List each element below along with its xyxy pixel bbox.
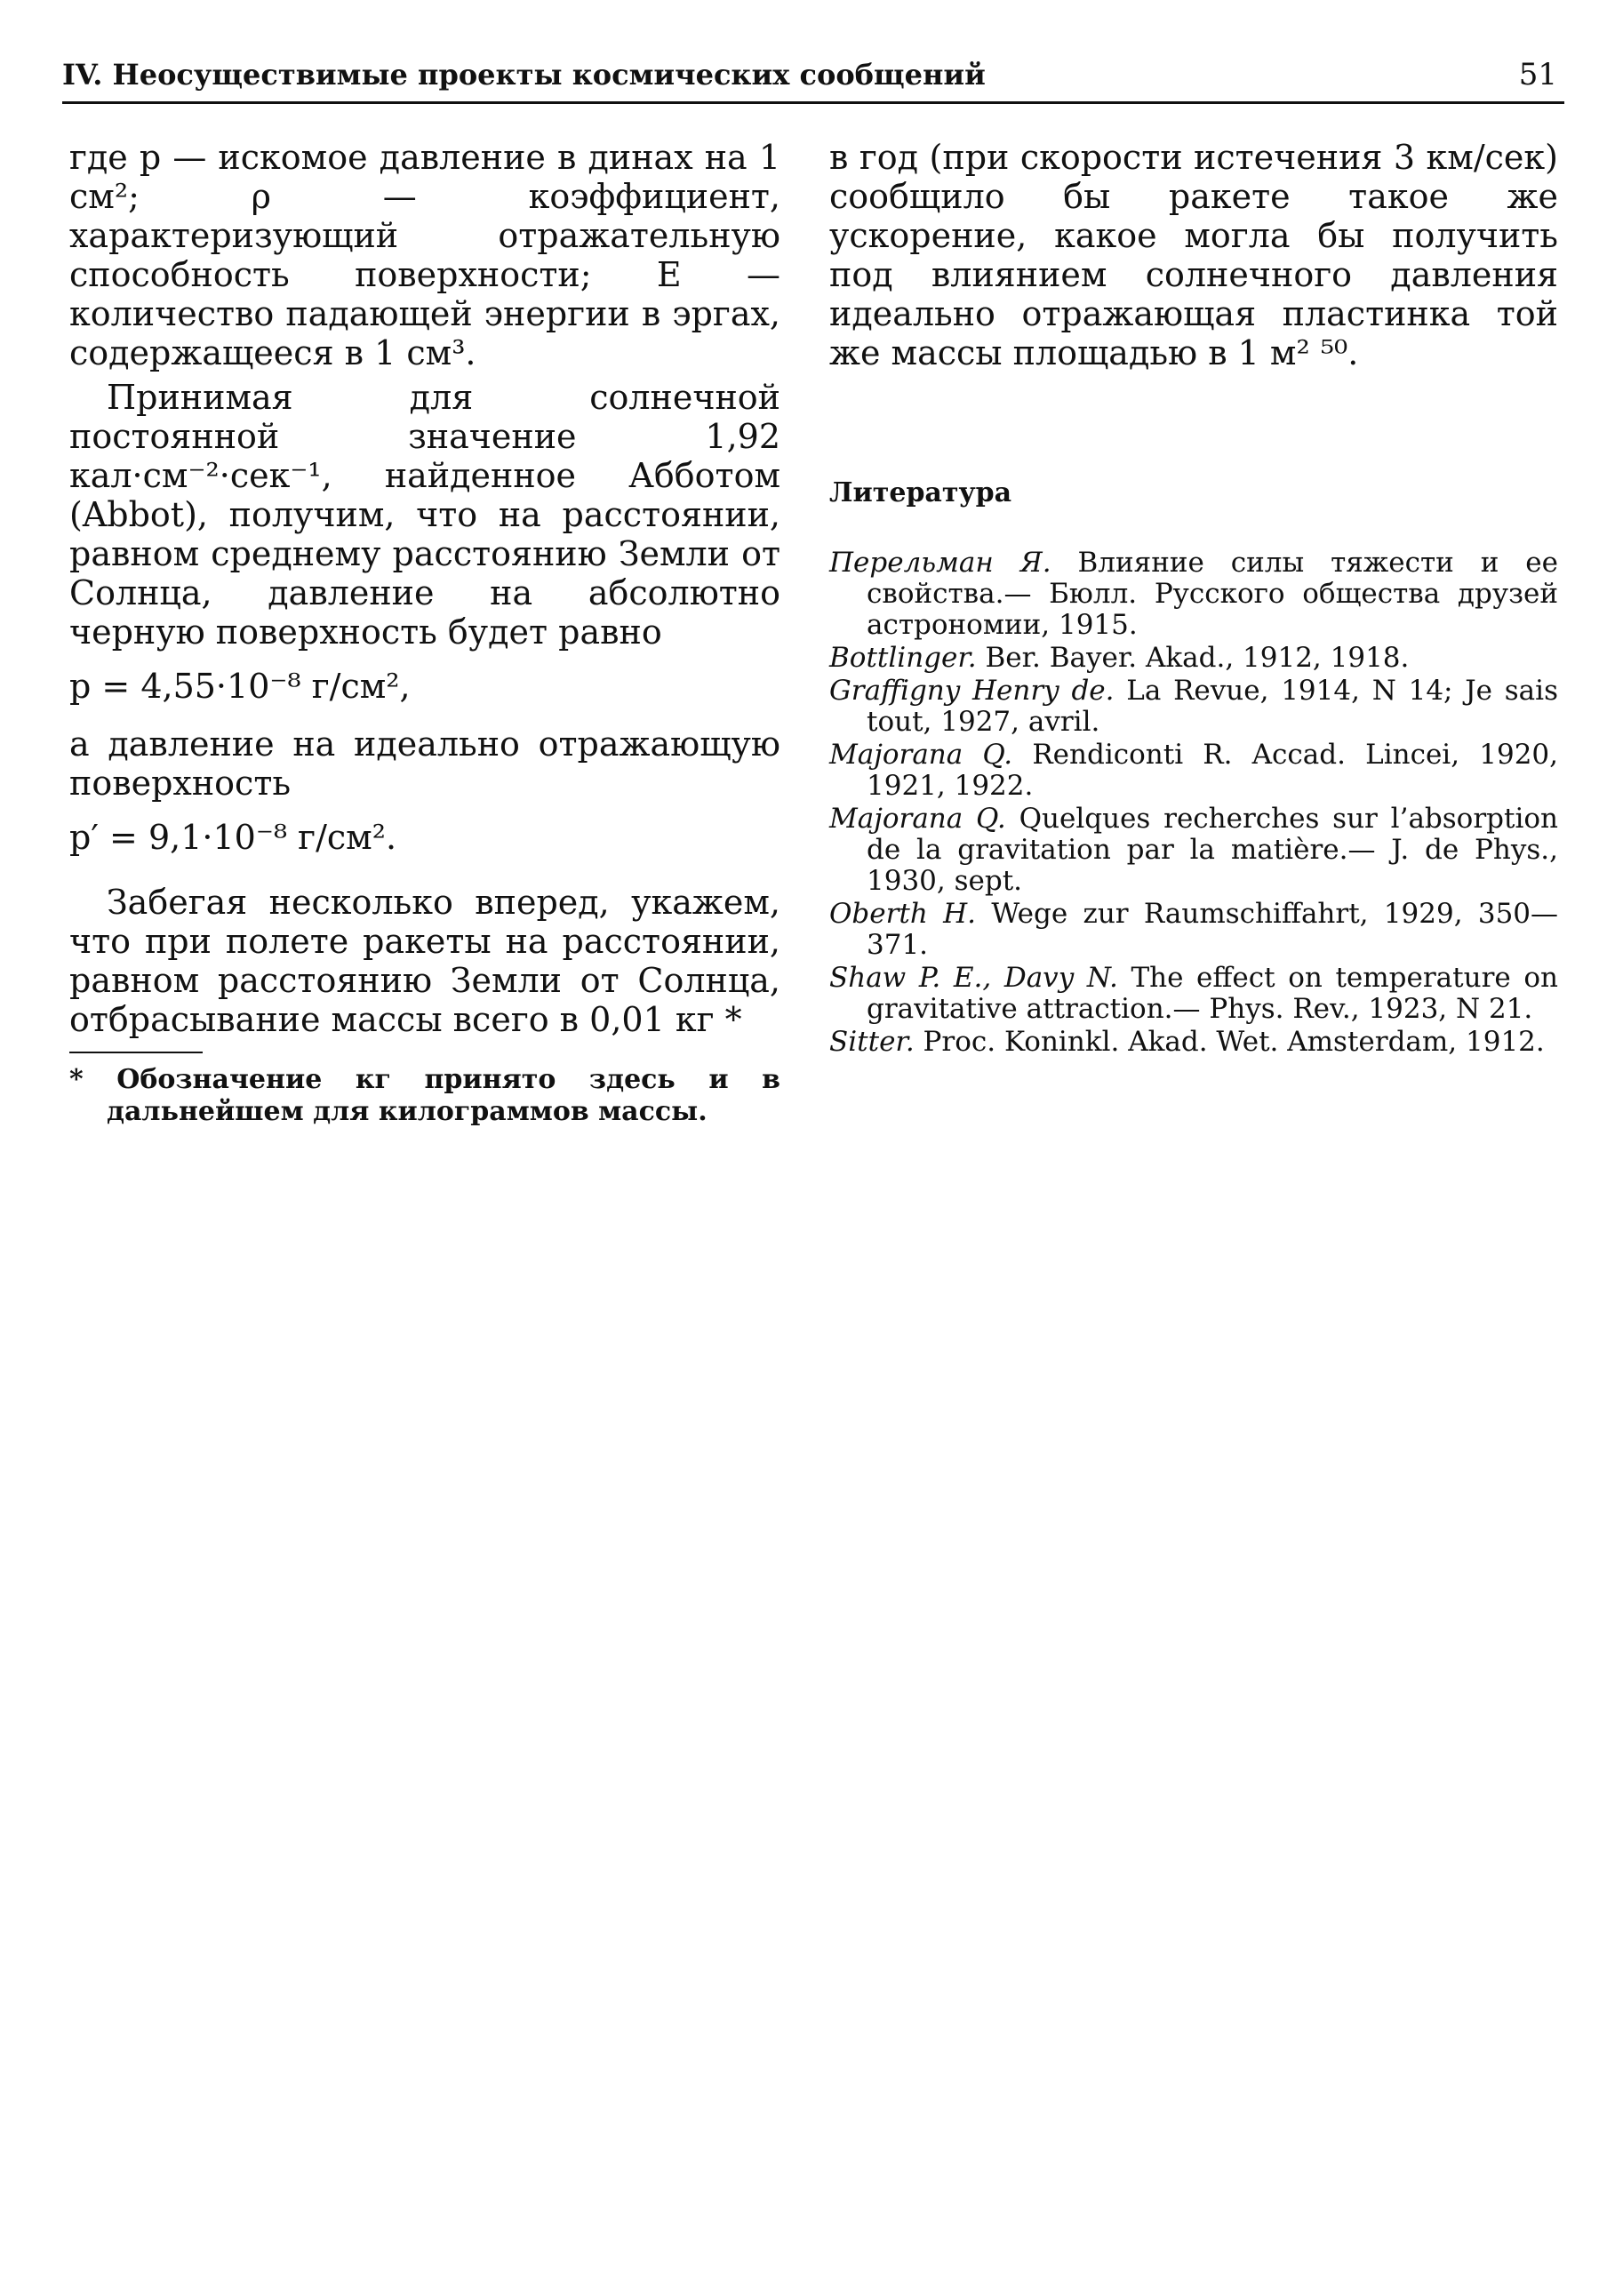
reference-author: Перельман Я. [829, 547, 1051, 579]
reference-author: Oberth H. [829, 898, 977, 930]
reference-author: Sitter. [829, 1026, 915, 1058]
reference-author: Graffigny Henry de. [829, 675, 1115, 707]
paragraph-solar-constant: Принимая для солнечной постоянной значение 1,92 кал·см⁻²·сек⁻¹, найденное Абботом (Abbot), получим, что на расстоянии, равном среднему расстоянию Земли от Солнца, давление на абсолютно черную поверхность будет равно [69, 378, 780, 652]
reference-item [829, 963, 1558, 1025]
left-column [69, 138, 780, 1128]
running-header [62, 55, 1564, 104]
paragraph-reflecting-surface: а давление на идеально отражающую поверхность [69, 724, 780, 803]
formula-reflecting-surface: p′ = 9,1·10⁻⁸ г/см². [69, 818, 397, 857]
paragraph-continuation: в год (при скорости истечения 3 км/сек) сообщило бы ракете такое же ускорение, какое могла бы получить под влиянием солнечного давления идеально отражающая пластинка той же массы площадью в 1 м² ⁵⁰. [829, 138, 1558, 372]
reference-text: The effect on temperature on gravitative attraction.— Phys. Rev., 1923, N 21. [867, 962, 1558, 1025]
reference-item [829, 676, 1558, 738]
reference-text: Proc. Koninkl. Akad. Wet. Amsterdam, 1912. [923, 1026, 1545, 1058]
formula-black-surface: p = 4,55·10⁻⁸ г/см², [69, 667, 411, 706]
reference-author: Shaw P. E., Davy N. [829, 962, 1118, 994]
literature-heading: Литература [829, 477, 1012, 508]
reference-text: Ber. Bayer. Akad., 1912, 1918. [985, 642, 1410, 674]
reference-list [829, 548, 1558, 1058]
reference-author: Majorana Q. [829, 803, 1006, 835]
paragraph-pressure-definition: где p — искомое давление в динах на 1 см²; ρ — коэффициент, характеризующий отражательную способность поверхности; E — количество падающей энергии в эргах, содержащееся в 1 см³. [69, 138, 780, 372]
reference-item [829, 740, 1558, 802]
reference-text: Quelques recherches sur l’absorption de la gravitation par la matière.— J. de Phys., 1930, sept. [867, 803, 1559, 897]
reference-text: La Revue, 1914, N 14; Je sais tout, 1927, avril. [867, 675, 1558, 738]
page-number: 51 [1518, 57, 1557, 92]
footnote: * Обозначение кг принято здесь и в дальнейшем для килограммов массы. [69, 1064, 780, 1127]
reference-text: Rendiconti R. Accad. Lincei, 1920, 1921, 1922. [867, 739, 1558, 802]
reference-author: Bottlinger. [829, 642, 977, 674]
chapter-title: IV. Неосуществимые проекты космических сообщений [62, 58, 986, 92]
reference-item [829, 899, 1558, 961]
footnote-rule [69, 1052, 203, 1053]
reference-item [829, 548, 1558, 641]
reference-item [829, 1027, 1558, 1058]
reference-item [829, 643, 1558, 674]
paragraph-rocket-flight: Забегая несколько вперед, укажем, что при полете ракеты на расстоянии, равном расстоянию Земли от Солнца, отбрасывание массы всего в 0,01 кг * [69, 883, 780, 1039]
reference-author: Majorana Q. [829, 739, 1013, 771]
reference-item [829, 804, 1558, 897]
right-column [829, 138, 1558, 1060]
reference-text: Wege zur Raumschiffahrt, 1929, 350—371. [867, 898, 1559, 961]
reference-text: Влияние силы тяжести и ее свойства.— Бюлл. Русского общества друзей астрономии, 1915. [867, 547, 1558, 641]
